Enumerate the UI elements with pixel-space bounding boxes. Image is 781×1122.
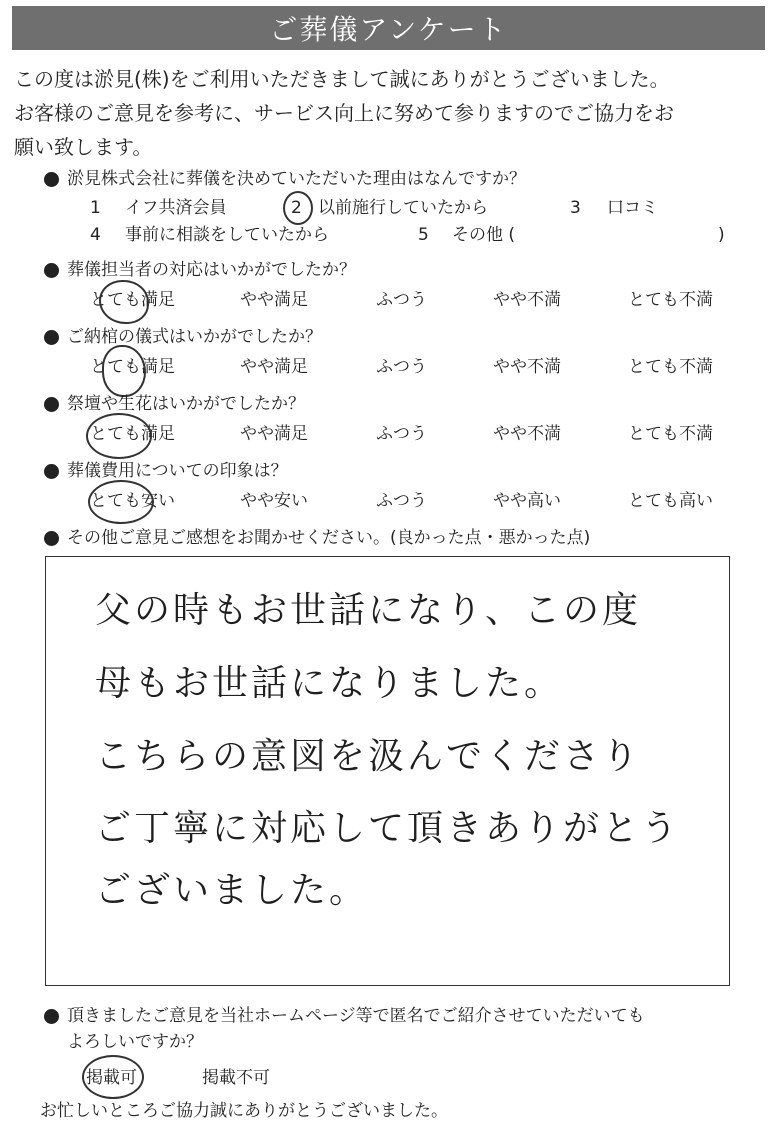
comment-line-4: ご丁寧に対応して頂きありがとう bbox=[95, 808, 681, 849]
q4-option-3[interactable]: ふつう bbox=[376, 424, 427, 444]
question-2-text: 葬儀担当者の対応はいかがでしたか？ bbox=[67, 260, 356, 280]
question-5-text: 葬儀費用についての印象は？ bbox=[67, 461, 288, 481]
q4-option-2[interactable]: やや満足 bbox=[240, 424, 308, 444]
q1-option-3[interactable]: 口コミ bbox=[607, 198, 658, 218]
q4-option-1[interactable]: とても満足 bbox=[90, 424, 175, 444]
q2-option-3[interactable]: ふつう bbox=[376, 290, 427, 310]
footer-thanks: お忙しいところご協力誠にありがとうございました。 bbox=[40, 1101, 448, 1121]
bullet-icon bbox=[44, 464, 59, 479]
q1-option-4-number: 4 bbox=[90, 225, 101, 245]
comment-line-3: こちらの意図を汲んでくださり bbox=[95, 736, 642, 777]
q1-option-1[interactable]: イフ共済会員 bbox=[125, 198, 227, 218]
question-5 bbox=[44, 460, 288, 482]
q3-option-2[interactable]: やや満足 bbox=[240, 357, 308, 377]
q4-option-4[interactable]: やや不満 bbox=[493, 424, 561, 444]
q1-option-1-number: 1 bbox=[90, 198, 101, 218]
q7-option-2[interactable]: 掲載不可 bbox=[202, 1068, 270, 1088]
question-4-text: 祭壇や生花はいかがでしたか？ bbox=[67, 394, 305, 414]
question-7 bbox=[44, 1005, 645, 1027]
q1-option-4[interactable]: 事前に相談をしていたから bbox=[125, 225, 329, 245]
question-7-text-line-2: よろしいですか？ bbox=[67, 1032, 203, 1052]
survey-title: ご葬儀アンケート bbox=[12, 6, 765, 50]
bullet-icon bbox=[44, 330, 59, 345]
bullet-icon bbox=[44, 263, 59, 278]
question-7-text-line-1: 頂きましたご意見を当社ホームページ等で匿名でご紹介させていただいても bbox=[67, 1006, 645, 1026]
bullet-icon bbox=[44, 172, 59, 187]
intro-line-2: お客様のご意見を参考に、サービス向上に努めて参りますのでご協力をお bbox=[14, 101, 674, 125]
intro-line-1: この度は淤見(株)をご利用いただきまして誠にありがとうございました。 bbox=[14, 67, 670, 91]
intro-line-3: 願い致します。 bbox=[14, 135, 153, 159]
intro-text bbox=[14, 62, 769, 164]
q7-option-1[interactable]: 掲載可 bbox=[86, 1068, 137, 1088]
question-6 bbox=[44, 527, 590, 549]
q3-option-4[interactable]: やや不満 bbox=[493, 357, 561, 377]
question-2 bbox=[44, 259, 356, 281]
q4-option-5[interactable]: とても不満 bbox=[628, 424, 713, 444]
q2-option-5[interactable]: とても不満 bbox=[628, 290, 713, 310]
comment-line-2: 母もお世話になりました。 bbox=[95, 663, 564, 704]
q1-option-2[interactable]: 以前施行していたから bbox=[318, 198, 488, 218]
q5-option-4[interactable]: やや高い bbox=[493, 491, 561, 511]
q1-option-5-number: 5 bbox=[418, 225, 429, 245]
comment-line-1: 父の時もお世話になり、この度 bbox=[95, 590, 642, 631]
q3-option-1[interactable]: とても満足 bbox=[90, 357, 175, 377]
q5-option-1[interactable]: とても安い bbox=[90, 491, 175, 511]
question-3 bbox=[44, 326, 322, 348]
q5-option-3[interactable]: ふつう bbox=[376, 491, 427, 511]
q5-option-5[interactable]: とても高い bbox=[628, 491, 713, 511]
q3-option-3[interactable]: ふつう bbox=[376, 357, 427, 377]
question-3-text: ご納棺の儀式はいかがでしたか？ bbox=[67, 327, 322, 347]
q1-option-5-close: ) bbox=[718, 225, 725, 245]
q2-option-2[interactable]: やや満足 bbox=[240, 290, 308, 310]
bullet-icon bbox=[44, 531, 59, 546]
question-4 bbox=[44, 393, 305, 415]
bullet-icon bbox=[44, 397, 59, 412]
comment-line-5: ございました。 bbox=[95, 870, 369, 911]
bullet-icon bbox=[44, 1009, 59, 1024]
question-1 bbox=[44, 168, 526, 190]
q3-option-5[interactable]: とても不満 bbox=[628, 357, 713, 377]
q2-option-4[interactable]: やや不満 bbox=[493, 290, 561, 310]
question-1-text: 淤見株式会社に葬儀を決めていただいた理由はなんですか？ bbox=[67, 169, 526, 189]
q1-option-2-number: 2 bbox=[291, 198, 302, 218]
q2-option-1[interactable]: とても満足 bbox=[90, 290, 175, 310]
q5-option-2[interactable]: やや安い bbox=[240, 491, 308, 511]
q1-option-3-number: 3 bbox=[570, 198, 581, 218]
q1-option-5[interactable]: その他 ( bbox=[452, 225, 516, 245]
question-6-text: その他ご意見ご感想をお聞かせください。(良かった点・悪かった点) bbox=[67, 528, 591, 548]
